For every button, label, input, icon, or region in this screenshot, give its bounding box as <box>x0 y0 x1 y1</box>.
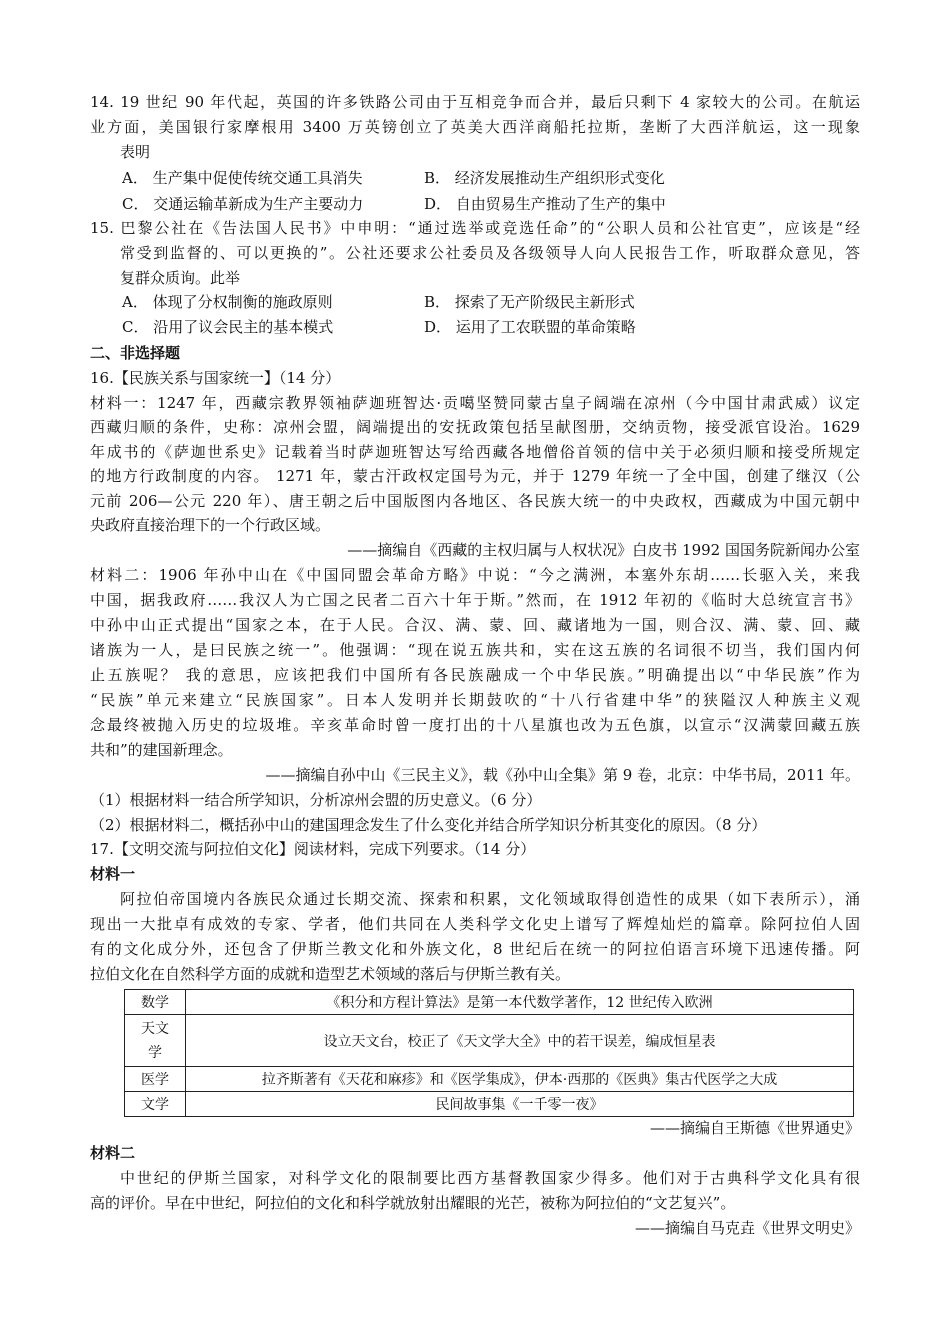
q14-stem-line: 14. 19 世纪 90 年代起，英国的许多铁路公司由于互相竞争而合并，最后只剩下 4 家较大的公司。在航运 <box>90 93 860 111</box>
q15-option-c[interactable]: C． 沿用了议会民主的基本模式 <box>122 318 334 336</box>
q16-material2-line: 止五族呢？ 我的意思，应该把我们中国所有各民族融成一个中华民族。”明确提出以“中华民族”作为 <box>90 666 860 684</box>
table-subject-cell <box>125 1015 186 1067</box>
section-heading: 二、非选择题 <box>90 344 181 362</box>
q17-material2-line: 高的评价。早在中世纪，阿拉伯的文化和科学就放射出耀眼的光芒，被称为阿拉伯的“文艺复兴”。 <box>90 1194 736 1212</box>
q15-option-a[interactable]: A． 体现了分权制衡的施政原则 <box>122 293 333 311</box>
table-content-cell: 《积分和方程计算法》是第一本代数学著作，12 世纪传入欧洲 <box>186 990 854 1015</box>
q16-material1-line: 的地方行政制度的内容。 1271 年，蒙古汗政权定国号为元，并于 1279 年统一了全中国，创建了继汉（公 <box>90 467 860 485</box>
table-content-cell: 设立天文台，校正了《天文学大全》中的若干误差，编成恒星表 <box>186 1015 854 1067</box>
table-row <box>125 990 854 1015</box>
q16-material1-line: 西藏归顺的条件，史称：凉州会盟，阔端提出的安抚政策包括呈献图册，交纳贡物，接受派官设治。1629 <box>90 418 860 436</box>
q15-option-d[interactable]: D． 运用了工农联盟的革命策略 <box>424 318 636 336</box>
q17-material1-line: 阿拉伯帝国境内各族民众通过长期交流、探索和积累，文化领域取得创造性的成果（如下表所示），涌 <box>120 890 860 908</box>
q16-material1-line: 年成书的《萨迦世系史》记载着当时萨迦班智达写给西藏各地僧俗首领的信中关于必须归顺和接受所规定 <box>90 443 860 461</box>
q14-stem-line: 表明 <box>120 143 151 161</box>
q14-stem-line: 业方面，美国银行家摩根用 3400 万英镑创立了英美大西洋商船托拉斯，垄断了大西洋航运，这一现象 <box>90 118 860 136</box>
q17-material1-line: 现出一大批卓有成效的专家、学者，他们共同在人类科学文化史上谱写了辉煌灿烂的篇章。除阿拉伯人固 <box>90 915 860 933</box>
table-subject-text: 天文学 <box>141 1020 169 1061</box>
table-row <box>125 1092 854 1117</box>
q17-material2-source: ——摘编自马克垚《世界文明史》 <box>634 1219 860 1237</box>
q16-subquestion-1: （1）根据材料一结合所学知识，分析凉州会盟的历史意义。（6 分） <box>90 791 542 809</box>
q17-material1-line: 有的文化成分外，还包含了伊斯兰教文化和外族文化，8 世纪后在统一的阿拉伯语言环境下迅速传播。阿 <box>90 940 860 958</box>
q15-stem-line: 复群众质询。此举 <box>120 269 241 287</box>
q14-option-d[interactable]: D． 自由贸易生产推动了生产的集中 <box>424 195 666 213</box>
q16-material1-line: 央政府直接治理下的一个行政区域。 <box>90 516 331 534</box>
q17-material2-line: 中世纪的伊斯兰国家，对科学文化的限制要比西方基督教国家少得多。他们对于古典科学文化具有很 <box>120 1169 860 1187</box>
q16-material2-line: 中国，据我政府……我汉人为亡国之民者二百六十年于斯。”然而，在 1912 年初的《临时大总统宣言书》 <box>90 591 860 609</box>
q16-material2-source: ——摘编自孙中山《三民主义》，载《孙中山全集》第 9 卷，北京：中华书局，2011 年。 <box>265 766 860 784</box>
q15-stem-line: 常受到监督的、可以更换的”。公社还要求公社委员及各级领导人向人民报告工作，听取群众意见，答 <box>120 244 860 262</box>
q16-material1-line: 材料一：1247 年，西藏宗教界领袖萨迦班智达·贡噶坚赞同蒙古皇子阔端在凉州（今中国甘肃武威）议定 <box>90 394 860 412</box>
q14-option-c[interactable]: C． 交通运输革新成为生产主要动力 <box>122 195 364 213</box>
q16-material2-line: 共和”的建国新理念。 <box>90 741 233 759</box>
q17-material2-heading: 材料二 <box>90 1144 136 1162</box>
q17-title: 17.【文明交流与阿拉伯文化】阅读材料，完成下列要求。（14 分） <box>90 840 536 858</box>
q16-material1-line: 元前 206—公元 220 年）、唐王朝之后中国版图内各地区、各民族大统一的中央政权，西藏成为中国元朝中 <box>90 492 860 510</box>
q16-material2-line: 诸族为一人，是曰民族之统一”。他强调：“现在说五族共和，实在这五族的名词很不切当，我们国内何 <box>90 641 860 659</box>
q17-material1-source: ——摘编自王斯德《世界通史》 <box>649 1119 860 1137</box>
q16-title: 16.【民族关系与国家统一】（14 分） <box>90 369 341 387</box>
q14-option-a[interactable]: A． 生产集中促使传统交通工具消失 <box>122 169 363 187</box>
table-subject-cell: 数学 <box>125 990 186 1015</box>
q16-material1-source: ——摘编自《西藏的主权归属与人权状况》白皮书 1992 国国务院新闻办公室 <box>347 541 860 559</box>
arab-culture-table <box>124 989 854 1117</box>
q14-option-b[interactable]: B． 经济发展推动生产组织形式变化 <box>424 169 665 187</box>
q16-material2-line: 中孙中山正式提出“国家之本，在于人民。合汉、满、蒙、回、藏诸地为一国，则合汉、满、蒙、回、藏 <box>90 616 860 634</box>
table-content-cell: 民间故事集《一千零一夜》 <box>186 1092 854 1117</box>
q16-material2-line: 念最终被抛入历史的垃圾堆。辛亥革命时曾一度打出的十八星旗也改为五色旗，以宣示“汉满蒙回藏五族 <box>90 716 860 734</box>
q15-stem-line: 15. 巴黎公社在《告法国人民书》中申明：“通过选举或竞选任命”的“公职人员和公社官吏”，应该是“经 <box>90 219 860 237</box>
table-row <box>125 1015 854 1067</box>
q17-material1-heading: 材料一 <box>90 865 136 883</box>
q16-subquestion-2: （2）根据材料二，概括孙中山的建国理念发生了什么变化并结合所学知识分析其变化的原因。（8 分） <box>90 816 767 834</box>
q16-material2-line: “民族”单元来建立“民族国家”。日本人发明并长期鼓吹的“十八行省建中华”的狭隘汉人种族主义观 <box>90 691 860 709</box>
q15-option-b[interactable]: B． 探索了无产阶级民主新形式 <box>424 293 635 311</box>
q16-material2-line: 材料二：1906 年孙中山在《中国同盟会革命方略》中说：“今之满洲，本塞外东胡……长驱入关，来我 <box>90 566 860 584</box>
table-content-cell: 拉齐斯著有《天花和麻疹》和《医学集成》，伊本·西那的《医典》集古代医学之大成 <box>186 1067 854 1092</box>
q17-material1-line: 拉伯文化在自然科学方面的成就和造型艺术领域的落后与伊斯兰教有关。 <box>90 965 571 983</box>
table-subject-cell: 医学 <box>125 1067 186 1092</box>
table-row <box>125 1067 854 1092</box>
table-subject-cell: 文学 <box>125 1092 186 1117</box>
